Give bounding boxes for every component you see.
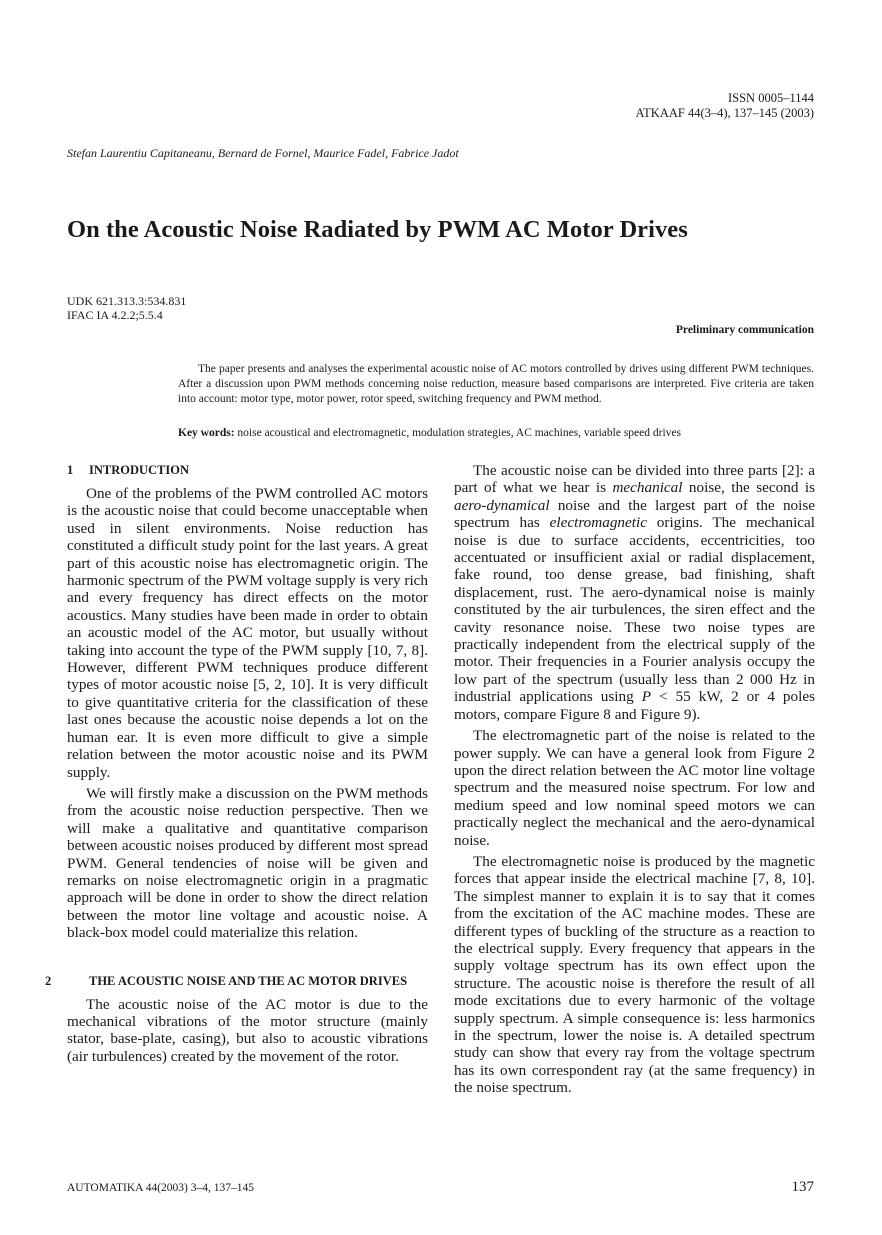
section-2-paragraph-1: The acoustic noise of the AC motor is due to the mechanical vibrations of the motor structure (mainly stator, base-plate, casing), but also to acoustic vibrations (air turbulences) created by the movement of the rotor. bbox=[67, 995, 428, 1065]
udk-code: UDK 621.313.3:534.831 bbox=[67, 294, 187, 308]
paper-type: Preliminary communication bbox=[675, 324, 814, 336]
section-2-number: 2 bbox=[45, 973, 52, 988]
right-paragraph-1: The acoustic noise can be divided into three parts [2]: a part of what we hear is mechanical noise, the second is aero-dynamical noise and the largest part of the noise spectrum has electromagnetic origins. The mechanical noise is due to surface accidents, eccentricities, too accentuated or insufficient axial or radial displacement, fake round, too dense grease, bad finishing, shaft displacement, rust. The aero-dynamical noise is mainly constituted by the air turbulences, the siren effect and the cavity resonance noise. These two noise types are practically independent from the electrical supply of the motor. Their frequencies in a Fourier analysis occupy the low part of the spectrum (usually less than 2 000 Hz in industrial applications using P < 55 kW, 2 or 4 poles motors, compare Figure 8 and Figure 9). bbox=[454, 462, 816, 723]
journal-header bbox=[636, 91, 814, 121]
section-1-number: 1 bbox=[67, 463, 74, 477]
issn-number: ISSN 0005–1144 bbox=[727, 91, 814, 105]
section-1-title: INTRODUCTION bbox=[89, 463, 190, 477]
right-paragraph-3: The electromagnetic noise is produced by the magnetic forces that appear inside the electrical machine [7, 8, 10]. The simplest manner to explain it is to say that it comes from the excitation of the AC machine modes. These are different types of buckling of the structure as a reaction to the electrical supply. Every frequency that appears in the supply voltage spectrum has its own effect upon the structure. The acoustic noise is therefore the result of all mode excitations due to every harmonic of the voltage supply spectrum. A simple consequence is: less harmonics in the spectrum, lower the noise is. A detailed spectrum study can show that every ray from the voltage spectrum has its own correspondent ray (at the same frequency) in the noise spectrum. bbox=[454, 852, 815, 1097]
footer-journal: AUTOMATIKA 44(2003) 3–4, 137–145 bbox=[67, 1182, 254, 1194]
section-2-heading bbox=[45, 973, 428, 990]
paper-title: On the Acoustic Noise Radiated by PWM AC Motor Drives bbox=[67, 216, 688, 243]
right-paragraph-2: The electromagnetic part of the noise is related to the power supply. We can have a general look from Figure 2 upon the direct relation between the AC motor line voltage spectrum and the measured noise spectrum. For low and medium speed and low nominal speed motors we can practically neglect the mechanical and the aero-dynamical noise. bbox=[454, 727, 815, 849]
keywords-label: Key words: bbox=[178, 427, 235, 439]
section-1-paragraph-2: We will firstly make a discussion on the PWM methods from the acoustic noise reduction perspective. Then we will make a qualitative and quantitative comparison between acoustic noises produced by different most spread PWM. General tendencies of noise will be given and remarks on noise electromagnetic origin in a pragmatic approach will be done in order to show the direct relation between the motor line voltage and acoustic noise. A black-box model could materialize this relation. bbox=[67, 784, 428, 942]
keywords-text: noise acoustical and electromagnetic, modulation strategies, AC machines, variable speed drives bbox=[237, 427, 681, 439]
keywords bbox=[178, 426, 814, 441]
ifac-code: IFAC IA 4.2.2;5.5.4 bbox=[67, 308, 163, 322]
classification-codes bbox=[67, 294, 186, 322]
journal-reference: ATKAAF 44(3–4), 137–145 (2003) bbox=[635, 106, 814, 120]
left-column bbox=[45, 462, 428, 1065]
right-column bbox=[454, 462, 815, 1097]
abstract: The paper presents and analyses the experimental acoustic noise of AC motors controlled by drives using different PWM techniques. After a discussion upon PWM methods concerning noise reduction, measure based comparisons are interpreted. Five criteria are taken into account: motor type, motor power, rotor speed, switching frequency and PWM method. bbox=[178, 363, 814, 405]
section-1-paragraph-1: One of the problems of the PWM controlled AC motors is the acoustic noise that could become unacceptable when used in silent environments. Noise reduction has constituted a difficult study point for the last years. A great part of this acoustic noise has electromagnetic origin. The harmonic spectrum of the PWM voltage supply is very rich and every frequency has direct effects on the motor acoustics. Many studies have been made in order to obtain an acoustic model of the AC motor, but usually without taking into account the type of the PWM supply [10, 7, 8]. However, different PWM techniques produce different types of motor acoustic noise [5, 2, 10]. It is very difficult to give quantitative criteria for the classification of these last ones because the acoustic noise depends a lot on the human ear. It is even more difficult to give a simple relation between the motor acoustic noise and its PWM supply. bbox=[67, 485, 428, 781]
section-2-title: THE ACOUSTIC NOISE AND THE AC MOTOR DRIVES bbox=[89, 973, 408, 988]
page-number: 137 bbox=[791, 1179, 814, 1195]
author-list: Stefan Laurentiu Capitaneanu, Bernard de Fornel, Maurice Fadel, Fabrice Jadot bbox=[67, 146, 459, 160]
section-1-heading bbox=[67, 462, 428, 479]
